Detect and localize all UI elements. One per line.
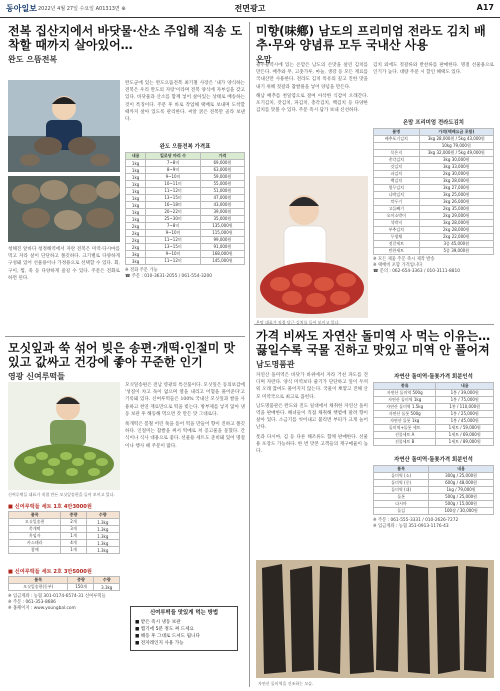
ad-seaweed-body-2: 남도명품관은 완도와 진도 일대에서 채취한 자연산 돌미역을 판매한다. 해녀들이 직접 채취해 햇볕에 말려 향이 살아 있다. 소금기를 씻어내고 불리면 부피가 크게 늘어난다. bbox=[256, 403, 368, 431]
table-row bbox=[374, 248, 494, 255]
ad-kimchi-body-2: 해남 배추를 천일염으로 절여 아삭한 식감이 오래간다. 포기김치, 갓김치, 파김치, 총각김치, 백김치 등 다양한 김치를 맛볼 수 있다. 주문 즉시 담가 보내 신선하다. bbox=[256, 93, 368, 114]
table-cell: 11~12미 bbox=[146, 237, 201, 244]
table-header-row bbox=[374, 129, 494, 136]
ricecake-order-line: ※ 입금계좌 : 농협 301-0174-6574-31 신여루떡들 bbox=[8, 594, 106, 599]
abalone-table bbox=[125, 152, 245, 265]
table-header: 품목 bbox=[9, 512, 61, 519]
table-row bbox=[374, 494, 494, 501]
kimchi-order-line: ☎ 문의 : 062-654-3363 / 010-3111-8810 bbox=[373, 269, 460, 274]
table-cell: 3kg 25,000원 bbox=[419, 192, 493, 199]
table-cell: 1봉 / 110,000원 bbox=[436, 404, 494, 411]
table-cell: 자연산 돌미역 1kg bbox=[374, 397, 436, 404]
ad-abalone-photo bbox=[8, 80, 120, 172]
kimchi-table bbox=[373, 128, 494, 255]
ad-ricecake-title: 모싯잎과 쑥 섞어 빚은 송편·개떡·인절미 맛있고 값싸고 건강에 좋아 꾸준한 인기 bbox=[8, 341, 236, 370]
table-cell: 1kg bbox=[126, 209, 146, 216]
table-cell: 9~10미 bbox=[146, 174, 201, 181]
ricecake-order-line: ※ 홈페이지 : www.youngbal.com bbox=[8, 606, 76, 611]
table-cell bbox=[374, 143, 420, 150]
table-cell: 150개 bbox=[68, 584, 94, 591]
table-row bbox=[374, 136, 494, 143]
table-cell: 젓갈세트 bbox=[374, 241, 420, 248]
table-header-row bbox=[374, 466, 494, 473]
table-cell: 선물세트 A bbox=[374, 432, 436, 439]
table-cell: 1kg bbox=[126, 181, 146, 188]
table-header: 품목 bbox=[374, 466, 429, 473]
table-cell: 2개 bbox=[61, 519, 86, 526]
ad-abalone-body-1: 완도군에 있는 완도으뜸전복 최기철 사장은 '내가 양식하는 전복은 우리 완도의 자랑'이라며 전복 양식에 자부심을 갖고 있다. 바닷물과 산소를 함께 넣어 살아있는 상태로 배송하는 것이 특징이다. 주문 후 바로 작업해 택배로 보내며 도착할 때까지 살아 있도록 관리한다. 씨알 굵은 전복만 골라 보낸다. bbox=[125, 81, 245, 123]
table-header: 내용 bbox=[126, 153, 146, 160]
table-cell: 3.3kg bbox=[94, 584, 120, 591]
table-row bbox=[374, 480, 494, 487]
abalone-table-title: 완도 으뜸전복 가격표 bbox=[159, 144, 211, 150]
table-row bbox=[374, 241, 494, 248]
table-cell: 1봉 / 25,000원 bbox=[436, 411, 494, 418]
table-cell: 3kg 26,000원 bbox=[419, 199, 493, 206]
table-cell: 1개 bbox=[61, 547, 86, 554]
table-cell: 2kg 30,000원 bbox=[419, 171, 493, 178]
table-row bbox=[374, 150, 494, 157]
table-row bbox=[9, 526, 120, 533]
table-cell: 돌김 bbox=[374, 508, 429, 515]
set-2-table bbox=[8, 576, 120, 591]
table-cell: 1.3kg bbox=[86, 533, 119, 540]
table-row bbox=[126, 216, 245, 223]
table-cell: 고들빼기 bbox=[374, 206, 420, 213]
table-row bbox=[126, 174, 245, 181]
ricecake-order-line: ※ 주문 : 061-353-8686 bbox=[8, 600, 56, 605]
ad-ricecake-body-1: 모싯잎송편은 전남 영광의 특산품이다. 모싯잎은 동의보감에 '성질이 차고 독이 없으며 열을 내리고 어혈을 풀어준다'고 기록돼 있다. 신여루떡들은 100% 국내산 모싯잎과 쌀을 사용하고 천연 재료만으로 떡을 빚는다. 방부제를 넣지 않아 냉동 보관 후 해동해 먹으면 갓 만든 맛 그대로다. bbox=[125, 383, 245, 417]
table-cell: 1kg bbox=[126, 216, 146, 223]
table-row bbox=[374, 418, 494, 425]
table-header: 가격 bbox=[200, 153, 244, 160]
ad-abalone-title: 전복 집산지에서 바닷물·산소 주입해 직송 도착할 때까지 살아있어… bbox=[8, 24, 243, 53]
table-cell: 돌미역 (소) bbox=[374, 473, 429, 480]
table-cell: 2kg 22,000원 bbox=[419, 234, 493, 241]
ad-kimchi-photo bbox=[256, 176, 368, 318]
table-cell: 100장 / 30,000원 bbox=[429, 508, 494, 515]
ad-kimchi-caption: 온맘 대표가 직접 담근 김치를 들어 보이고 있다. bbox=[256, 320, 340, 325]
table-cell: 1세트 / 69,000원 bbox=[436, 432, 494, 439]
table-row bbox=[374, 425, 494, 432]
seaweed-drying-illustration bbox=[256, 560, 494, 678]
table-cell: 1kg bbox=[126, 174, 146, 181]
table-row bbox=[9, 540, 120, 547]
table-header: 종류 bbox=[374, 383, 436, 390]
ad-kimchi-body-3: 김치 외에도 젓갈류와 반찬류를 판매한다. 명절 선물용으로 인기가 높다. 대량 주문 시 할인 혜택도 있다. bbox=[373, 63, 494, 76]
ad-seaweed-title: 가격 비싸도 자연산 돌미역 사 먹는 이유는… 끓일수록 국물 진하고 맛있고 미역 안 풀어져 bbox=[256, 329, 491, 358]
table-row bbox=[126, 244, 245, 251]
table-row bbox=[374, 439, 494, 446]
table-cell: 1kg bbox=[126, 188, 146, 195]
table-row bbox=[374, 404, 494, 411]
ad-seaweed bbox=[256, 329, 494, 370]
ad-abalone-body-2: 청해진 앞바다 청정해역에서 자란 전복은 미역·다시마를 먹고 자라 살이 단단하고 쫄깃하다. 크기별로 다양하게 구성돼 있어 선물용이나 가정용으로 선택할 수 있다. 회, 구이, 찜, 죽 등 다양하게 즐길 수 있다. 주문은 전화로 하면 된다. bbox=[8, 247, 120, 281]
table-cell: 2kg bbox=[126, 237, 146, 244]
newspaper-header bbox=[0, 0, 500, 18]
table-cell: 모싯잎송편 bbox=[9, 519, 61, 526]
table-header: 가격(택배요금 포함) bbox=[419, 129, 493, 136]
table-cell: 500g / 15,000원 bbox=[429, 501, 494, 508]
table-cell: 5종 39,000원 bbox=[419, 248, 493, 255]
table-header: 품명 bbox=[374, 129, 420, 136]
table-cell: 1.3kg bbox=[86, 547, 119, 554]
section-divider-left bbox=[5, 336, 245, 337]
set-1-table bbox=[8, 511, 120, 554]
table-cell: 자연산 돌미역 500g bbox=[374, 390, 436, 397]
table-cell: 돌미역+돌톳 세트 bbox=[374, 425, 436, 432]
table-cell: 11~12미 bbox=[146, 258, 201, 265]
table-cell: 무생채 bbox=[374, 234, 420, 241]
ad-ricecake bbox=[8, 341, 246, 382]
table-cell: 10~11미 bbox=[146, 181, 201, 188]
table-row bbox=[374, 171, 494, 178]
table-cell: 1봉 / 45,000원 bbox=[436, 418, 494, 425]
table-cell: 145,000원 bbox=[200, 258, 244, 265]
ricecake-photo-illustration bbox=[8, 382, 120, 490]
ad-abalone-photo-2 bbox=[8, 176, 120, 242]
abalone-price-table bbox=[125, 142, 245, 280]
table-cell: 참깨 bbox=[9, 547, 61, 554]
table-cell: 35,000원 bbox=[200, 216, 244, 223]
table-row bbox=[374, 220, 494, 227]
table-cell: 반찬세트 bbox=[374, 248, 420, 255]
kimchi-price-table bbox=[373, 118, 494, 275]
table-cell: 55,000원 bbox=[200, 181, 244, 188]
ad-kimchi-body-left bbox=[256, 62, 368, 114]
table-cell: 1봉 / 75,000원 bbox=[436, 397, 494, 404]
seaweed-table-2-grid bbox=[373, 465, 494, 515]
table-cell: 1.3kg bbox=[86, 540, 119, 547]
table-row bbox=[126, 202, 245, 209]
table-row bbox=[126, 230, 245, 237]
table-cell: 1봉 / 39,000원 bbox=[436, 390, 494, 397]
table-row bbox=[126, 258, 245, 265]
table-cell: 3개 bbox=[61, 526, 86, 533]
abalone-pile-illustration bbox=[8, 176, 120, 242]
table-cell: 13~15미 bbox=[146, 195, 201, 202]
table-header-row bbox=[9, 512, 120, 519]
table-cell: 열무김치 bbox=[374, 185, 420, 192]
table-row bbox=[126, 181, 245, 188]
table-cell: 1개 bbox=[61, 533, 86, 540]
table-row bbox=[374, 411, 494, 418]
seaweed-table-1 bbox=[373, 372, 494, 446]
table-cell: 3kg bbox=[126, 251, 146, 258]
table-cell: 나박김치 bbox=[374, 192, 420, 199]
table-cell: 자연산 돌톳 500g bbox=[374, 411, 436, 418]
seaweed-table-1-grid bbox=[373, 382, 494, 446]
ad-kimchi bbox=[256, 24, 494, 65]
table-row bbox=[9, 584, 120, 591]
table-header: 중량 bbox=[61, 512, 86, 519]
table-cell: 흑임자 bbox=[9, 533, 61, 540]
table-cell: 돌톳 bbox=[374, 494, 429, 501]
table-row bbox=[374, 487, 494, 494]
ad-ricecake-brand: 영광 신여루떡들 bbox=[8, 372, 65, 382]
table-row bbox=[126, 237, 245, 244]
abalone-order-info bbox=[125, 268, 245, 280]
table-row bbox=[9, 547, 120, 554]
table-cell: 600g / 48,000원 bbox=[429, 480, 494, 487]
table-cell: 20~22미 bbox=[146, 209, 201, 216]
ad-ricecake-body bbox=[125, 382, 245, 450]
ad-seaweed-body-1: 자연산 돌미역은 바닷가 바위에서 자라 거친 파도를 견디며 자란다. 양식 미역보다 줄기가 단단하고 잎이 두꺼워 오래 끓여도 풀어지지 않는다. 국물이 뽀얗고 진해 산모 미역국으로 최고로 꼽힌다. bbox=[256, 373, 368, 400]
section-title: 전면광고 bbox=[234, 4, 266, 13]
page-number: A17 bbox=[476, 3, 494, 12]
table-cell: 39,000원 bbox=[200, 209, 244, 216]
ad-ricecake-photo bbox=[8, 382, 120, 490]
table-cell: 9~10미 bbox=[146, 251, 201, 258]
table-row bbox=[374, 164, 494, 171]
table-cell: 석박지 bbox=[374, 220, 420, 227]
table-row bbox=[374, 508, 494, 515]
ad-abalone-body-left bbox=[8, 246, 120, 282]
table-cell: 카스테라 bbox=[9, 540, 61, 547]
table-row bbox=[374, 227, 494, 234]
table-cell: 25~30미 bbox=[146, 216, 201, 223]
seaweed-table-2 bbox=[373, 455, 494, 530]
set-1-title: ■ 신여루떡들 세트 1호 4만3000원 bbox=[8, 504, 92, 510]
table-header: 수량 bbox=[94, 577, 120, 584]
table-cell: 7~8미 bbox=[146, 160, 201, 167]
ad-seaweed-body-3: 톳과 다시마, 김 등 다른 해조류도 함께 판매한다. 선물용 포장도 가능하다. 한 번 맛본 고객들의 재구매율이 높다. bbox=[256, 434, 368, 455]
seaweed-table-2-title: 자연산 돌미역·돌톳가격 회분인석 bbox=[394, 457, 473, 463]
table-cell: 3kg 28,000원 / 5kg 43,000원 bbox=[419, 136, 493, 143]
table-row bbox=[374, 432, 494, 439]
table-cell: 3종 45,000원 bbox=[419, 241, 493, 248]
table-cell: 16~18미 bbox=[146, 202, 201, 209]
table-row bbox=[374, 192, 494, 199]
seaweed-order-line: ※ 입금계좌 : 농협 351-0913-1176-43 bbox=[373, 524, 449, 529]
newspaper-logo: 동아일보 bbox=[6, 4, 37, 13]
table-cell: 10kg 79,000원 bbox=[419, 143, 493, 150]
table-cell: 3kg 30,000원 bbox=[419, 157, 493, 164]
table-cell: 2kg 29,000원 bbox=[419, 213, 493, 220]
seaweed-order-line: ※ 주문 : 061-555-3331 / 010-2626-7272 bbox=[373, 518, 459, 523]
table-cell: 3kg bbox=[126, 258, 146, 265]
ad-kimchi-body-1: 광주광역시에 있는 온맘은 남도의 손맛을 살린 김치를 만든다. 배추와 무, 고춧가루, 마늘, 생강 등 모든 재료를 국내산만 사용한다. 전라도 김치 특유의 깊고 진한 맛을 내기 위해 젓갈과 찹쌀풀을 넣어 양념을 만든다. bbox=[256, 63, 368, 90]
table-cell: 1세트 / 59,000원 bbox=[436, 425, 494, 432]
abalone-order-line: ☎ 주문 : 010-3631-2055 / 061-554-3200 bbox=[125, 274, 212, 279]
ad-abalone-body-right bbox=[125, 80, 245, 123]
table-row bbox=[374, 199, 494, 206]
ad-ricecake-caption: 신여루떡들 대표가 직접 만든 모싯잎송편을 들어 보이고 있다. bbox=[8, 492, 115, 497]
table-cell: 135,000원 bbox=[200, 223, 244, 230]
table-cell: 2kg bbox=[126, 223, 146, 230]
table-header-row bbox=[126, 153, 245, 160]
table-cell: 168,000원 bbox=[200, 251, 244, 258]
table-cell: 갓김치 bbox=[374, 164, 420, 171]
ad-abalone bbox=[8, 24, 246, 65]
table-cell: 51,000원 bbox=[200, 188, 244, 195]
ricecake-notice-box bbox=[130, 606, 238, 651]
ad-seaweed-body-left bbox=[256, 372, 368, 455]
kimchi-order-line: ※ 모든 제품 주문 즉시 제작 발송 bbox=[373, 257, 435, 262]
table-header-row bbox=[9, 577, 120, 584]
table-cell: 총각김치 bbox=[374, 157, 420, 164]
table-row bbox=[374, 157, 494, 164]
table-cell: 99,000원 bbox=[200, 237, 244, 244]
table-header: 내용 bbox=[436, 383, 494, 390]
table-cell: 11~12미 bbox=[146, 188, 201, 195]
table-cell: 4개 bbox=[61, 540, 86, 547]
table-cell: 1.3kg bbox=[86, 526, 119, 533]
kimchi-photo-illustration bbox=[256, 176, 368, 318]
table-cell: 59,000원 bbox=[200, 174, 244, 181]
table-cell: 1kg bbox=[126, 195, 146, 202]
ad-ricecake-body-2: 쑥개떡은 봄철 어린 쑥을 뜯어 떡을 만들어 향이 진하고 쫄깃하다. 인절미는 찹쌀을 쪄서 떡메로 쳐 콩고물을 묻혔다. 간식이나 식사 대용으로 좋다. 선물용 세트도 준비돼 있어 명절이나 행사 때 주문이 많다. bbox=[125, 422, 245, 449]
ad-seaweed-caption: 자연산 돌미역을 건조하는 모습. bbox=[258, 681, 314, 686]
table-cell: 7~8미 bbox=[146, 223, 201, 230]
table-cell: 부추김치 bbox=[374, 227, 420, 234]
table-cell: 3kg 28,000원 bbox=[419, 220, 493, 227]
table-header: 품목 bbox=[9, 577, 68, 584]
table-cell: 백김치 bbox=[374, 178, 420, 185]
table-cell: 쑥개떡 bbox=[9, 526, 61, 533]
table-row bbox=[374, 143, 494, 150]
table-row bbox=[374, 234, 494, 241]
table-cell: 깍두기 bbox=[374, 199, 420, 206]
table-row bbox=[374, 185, 494, 192]
table-row bbox=[9, 533, 120, 540]
table-cell: 2kg bbox=[126, 244, 146, 251]
table-header-row bbox=[374, 383, 494, 390]
table-header: 킬로당 마리 수 bbox=[146, 153, 201, 160]
table-header: 내용 bbox=[429, 466, 494, 473]
table-row bbox=[374, 206, 494, 213]
table-row bbox=[126, 209, 245, 216]
table-cell: 3kg 27,000원 bbox=[419, 185, 493, 192]
ricecake-order-info bbox=[8, 594, 120, 612]
ad-kimchi-body-right bbox=[373, 62, 494, 76]
notice-line: ■ 받은 즉시 냉동 보관 bbox=[135, 620, 181, 625]
table-cell: 1kg bbox=[126, 160, 146, 167]
table-cell: 47,000원 bbox=[200, 195, 244, 202]
table-cell: 배추포기김치 bbox=[374, 136, 420, 143]
table-cell: 오이소박이 bbox=[374, 213, 420, 220]
table-row bbox=[126, 160, 245, 167]
table-cell: 13~15미 bbox=[146, 244, 201, 251]
table-row bbox=[126, 195, 245, 202]
table-cell: 1.3kg bbox=[86, 519, 119, 526]
table-cell: 2kg 35,000원 bbox=[419, 206, 493, 213]
table-cell: 1kg bbox=[126, 167, 146, 174]
table-header: 중량 bbox=[68, 577, 94, 584]
ad-seaweed-brand: 남도명품관 bbox=[256, 360, 295, 370]
notice-line: ■ 찜기에 5분 정도 쪄 드세요 bbox=[135, 627, 194, 632]
table-cell: 3kg 28,000원 bbox=[419, 178, 493, 185]
table-cell: 1kg / 79,000원 bbox=[429, 487, 494, 494]
notice-title: 신여루떡들 맛있게 먹는 방법 bbox=[149, 610, 219, 616]
table-row bbox=[126, 223, 245, 230]
set-2-title: ■ 신여루떡들 세트 2호 3만5000원 bbox=[8, 569, 92, 575]
kimchi-table-title: 온맘 프리미엄 전라도김치 bbox=[402, 120, 465, 126]
table-cell: 43,000원 bbox=[200, 202, 244, 209]
seaweed-table-1-title: 자연산 돌미역·돌톳가격 회분인석 bbox=[394, 374, 473, 380]
table-cell: 300g / 25,000원 bbox=[429, 473, 494, 480]
table-row bbox=[126, 188, 245, 195]
ad-abalone-brand: 완도 으뜸전복 bbox=[8, 55, 58, 65]
table-row bbox=[126, 167, 245, 174]
table-cell: 자연산 돌톳 1kg bbox=[374, 418, 436, 425]
seaweed-order-info bbox=[373, 518, 494, 530]
ad-kimchi-title: 미향(味鄕) 남도의 프리미엄 전라도 김치 배추·무와 양념류 모두 국내산 사용 bbox=[256, 24, 486, 53]
issue-date: 2022년 4월 27일 수요일 A01313면 ⊕ bbox=[38, 6, 126, 12]
table-cell: 91,000원 bbox=[200, 244, 244, 251]
table-cell: 자연산 돌미역 1.5kg bbox=[374, 404, 436, 411]
table-cell: 선물세트 B bbox=[374, 439, 436, 446]
table-cell: 8~9미 bbox=[146, 167, 201, 174]
table-row bbox=[374, 397, 494, 404]
table-cell: 500g / 25,000원 bbox=[429, 494, 494, 501]
table-cell: 63,000원 bbox=[200, 167, 244, 174]
ricecake-notice bbox=[130, 606, 238, 651]
abalone-order-line: ※ 전화 주문 가능 bbox=[125, 268, 158, 273]
table-row bbox=[374, 178, 494, 185]
table-row bbox=[374, 473, 494, 480]
table-cell: 1세트 / 89,000원 bbox=[436, 439, 494, 446]
ad-kimchi-brand: 온맘 bbox=[256, 55, 272, 65]
table-cell: 돌미역 (대) bbox=[374, 487, 429, 494]
ricecake-set-2 bbox=[8, 568, 120, 612]
table-cell: 돌미역 (중) bbox=[374, 480, 429, 487]
ricecake-set-1 bbox=[8, 503, 120, 554]
table-header: 수량 bbox=[86, 512, 119, 519]
table-cell: 다시마 bbox=[374, 501, 429, 508]
table-row bbox=[374, 213, 494, 220]
table-row bbox=[9, 519, 120, 526]
table-cell: 묵은지 bbox=[374, 150, 420, 157]
table-cell: 모싯잎송편(동부) bbox=[9, 584, 68, 591]
table-row bbox=[126, 251, 245, 258]
notice-line: ■ 전자레인지 사용 가능 bbox=[135, 641, 184, 646]
table-cell: 2kg bbox=[126, 230, 146, 237]
table-cell: 파김치 bbox=[374, 171, 420, 178]
abalone-photo-illustration bbox=[8, 80, 120, 172]
notice-line: ■ 해동 후 그대로 드셔도 됩니다 bbox=[135, 634, 200, 639]
table-cell: 1kg bbox=[126, 202, 146, 209]
ad-seaweed-photo bbox=[256, 560, 494, 678]
kimchi-order-line: ※ 택배비 포함 가격입니다 bbox=[373, 263, 423, 268]
table-cell: 3kg 33,000원 bbox=[419, 164, 493, 171]
table-cell: 69,000원 bbox=[200, 160, 244, 167]
table-cell: 9~10미 bbox=[146, 230, 201, 237]
table-row bbox=[374, 501, 494, 508]
table-row bbox=[374, 390, 494, 397]
table-cell: 3kg 32,000원 / 5kg 49,000원 bbox=[419, 150, 493, 157]
column-divider bbox=[249, 22, 250, 687]
kimchi-order-info bbox=[373, 257, 494, 275]
table-cell: 115,000원 bbox=[200, 230, 244, 237]
table-cell: 2kg 28,000원 bbox=[419, 227, 493, 234]
